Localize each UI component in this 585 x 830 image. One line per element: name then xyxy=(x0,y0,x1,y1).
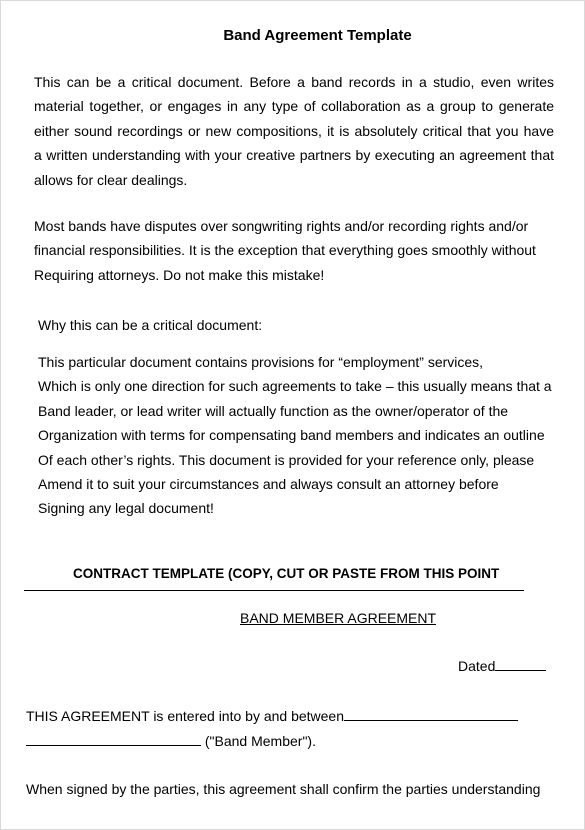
signed-clause: When signed by the parties, this agreement shall confirm the parties understanding xyxy=(26,781,541,797)
intro-line: material together, or engages in any type of collaboration as a group to generate xyxy=(34,98,554,115)
disputes-line: Most bands have disputes over songwriting rights and/or recording rights and/or xyxy=(34,218,529,234)
provisions-paragraph xyxy=(38,350,552,521)
provisions-line: Organization with terms for compensating band members and indicates an outline xyxy=(38,427,545,444)
band-member-agreement-heading: BAND MEMBER AGREEMENT xyxy=(240,610,437,626)
band-member-line xyxy=(26,733,316,749)
dated-blank[interactable] xyxy=(495,658,546,671)
provisions-line: Band leader, or lead writer will actually function as the owner/operator of the xyxy=(38,402,509,419)
provisions-line: Signing any legal document! xyxy=(38,500,214,517)
disputes-paragraph xyxy=(34,214,536,287)
provisions-line: This particular document contains provisions for “employment” services, xyxy=(38,354,484,370)
intro-line: a written understanding with your creative partners by executing an agreement that xyxy=(34,147,554,164)
provisions-line: Amend it to suit your circumstances and always consult an attorney before xyxy=(38,476,499,493)
intro-line: allows for clear dealings. xyxy=(34,171,188,188)
intro-paragraph xyxy=(34,70,554,192)
band-member-label: ("Band Member"). xyxy=(204,733,316,749)
provisions-line: Of each other’s rights. This document is provided for your reference only, please xyxy=(38,451,535,468)
divider-rule xyxy=(24,590,524,591)
dated-field xyxy=(458,658,546,674)
intro-line: either sound recordings or new compositions, it is absolutely critical that you have xyxy=(34,122,554,139)
contract-template-heading: CONTRACT TEMPLATE (COPY, CUT OR PASTE FROM THIS POINT xyxy=(73,566,500,581)
disputes-line: financial responsibilities. It is the exception that everything goes smoothly without xyxy=(34,242,536,259)
provisions-line: Which is only one direction for such agreements to take – this usually means that a xyxy=(38,378,552,395)
document-title: Band Agreement Template xyxy=(223,27,412,44)
band-member-blank[interactable] xyxy=(26,733,201,746)
agreement-intro-text: THIS AGREEMENT is entered into by and between xyxy=(26,708,345,724)
why-heading: Why this can be a critical document: xyxy=(38,317,263,333)
disputes-line: Requiring attorneys. Do not make this mistake! xyxy=(34,266,325,283)
dated-label: Dated xyxy=(458,658,496,674)
intro-line: This can be a critical document. Before a band records in a studio, even writes xyxy=(34,74,554,90)
party-blank[interactable] xyxy=(344,708,518,721)
agreement-parties-line xyxy=(26,708,518,724)
